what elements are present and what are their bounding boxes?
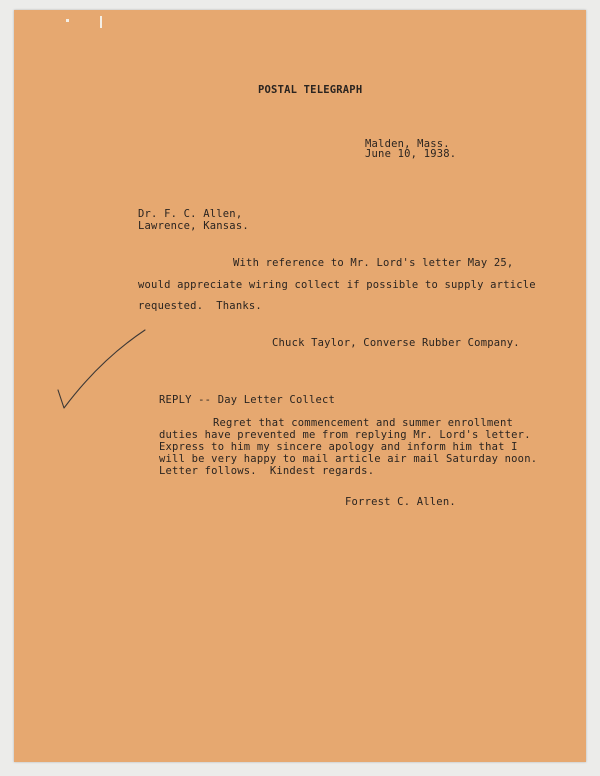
reply-line: duties have prevented me from replying Mr. Lord's letter.	[159, 429, 531, 441]
paper-speck	[100, 16, 102, 28]
checkmark-icon	[40, 320, 150, 420]
paper-speck	[66, 19, 69, 22]
reply-line: Regret that commencement and summer enrollment	[213, 417, 513, 429]
reply-line: will be very happy to mail article air mail Saturday noon.	[159, 453, 538, 465]
sender-signature: Chuck Taylor, Converse Rubber Company.	[272, 337, 520, 349]
reply-line: Express to him my sincere apology and inform him that I	[159, 441, 518, 453]
body-line: would appreciate wiring collect if possible to supply article	[138, 279, 536, 291]
letterhead-title: POSTAL TELEGRAPH	[258, 84, 363, 96]
reply-header: REPLY -- Day Letter Collect	[159, 394, 336, 406]
recipient-name: Dr. F. C. Allen,	[138, 208, 243, 220]
body-line: requested. Thanks.	[138, 300, 262, 312]
recipient-city: Lawrence, Kansas.	[138, 220, 249, 232]
origin-date: June 10, 1938.	[365, 148, 457, 160]
origin-place: Malden, Mass.	[365, 138, 450, 150]
reply-signature: Forrest C. Allen.	[345, 496, 456, 508]
body-line: With reference to Mr. Lord's letter May 25,	[233, 257, 514, 269]
reply-line: Letter follows. Kindest regards.	[159, 465, 375, 477]
